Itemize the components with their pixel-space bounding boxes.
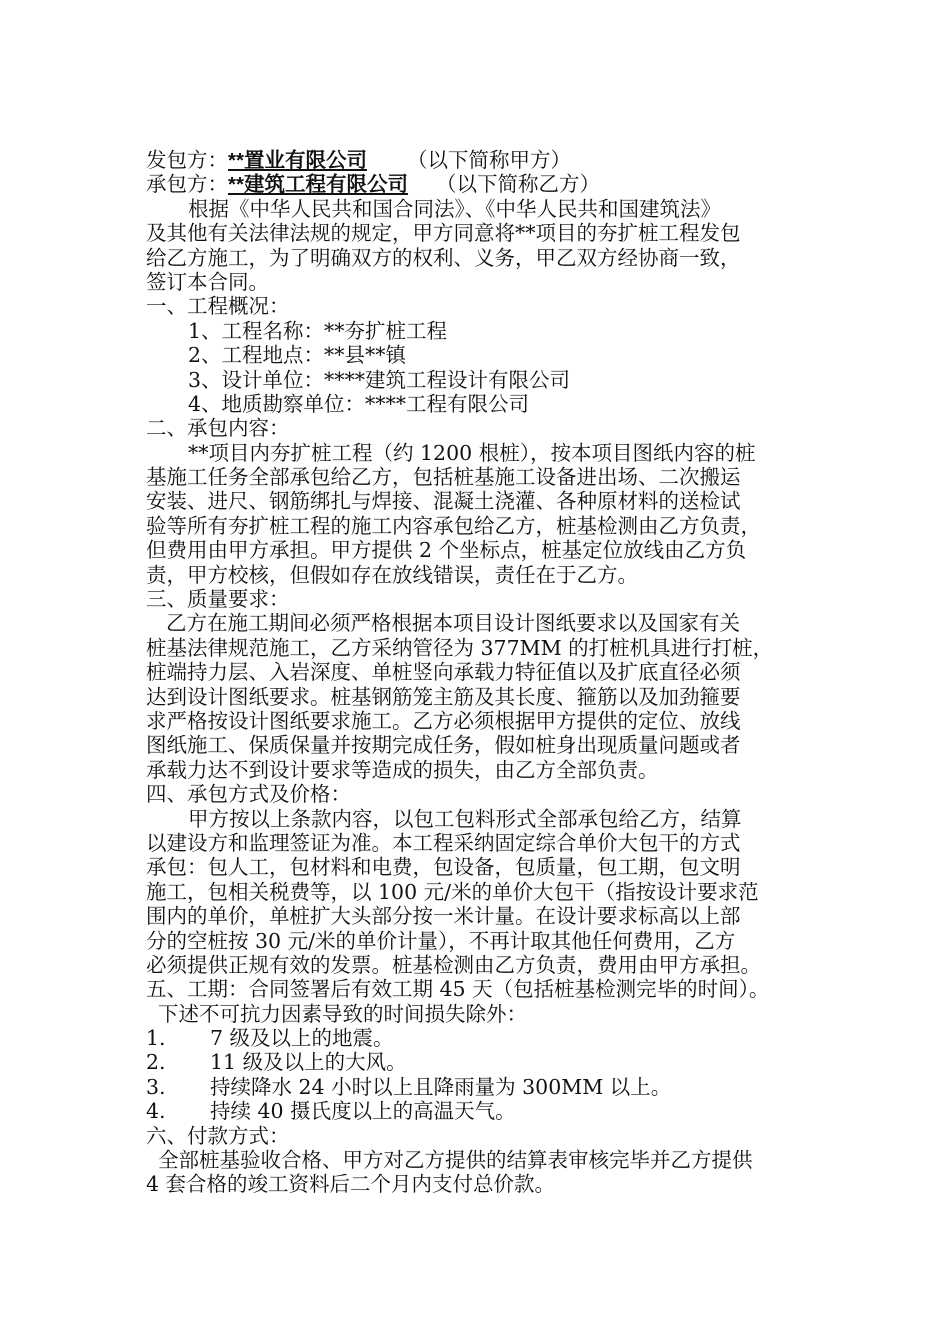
pricing-line: 围内的单价，单桩扩大头部分按一米计量。在设计要求标高以上部 xyxy=(146,904,741,929)
employer-line xyxy=(146,148,826,172)
item-number: 4. xyxy=(146,1099,166,1124)
scope-line: 基施工任务全部承包给乙方，包括桩基施工设备进出场、二次搬运 xyxy=(146,465,741,490)
pricing-line: 施工，包相关税费等，以 100 元/米的单价大包干（指按设计要求范 xyxy=(146,879,759,904)
scope-line: 安装、进尺、钢筋绑扎与焊接、混凝土浇灌、各种原材料的送检试 xyxy=(146,489,741,514)
schedule-subline: 下述不可抗力因素导致的时间损失除外： xyxy=(158,1001,527,1026)
scope-line: 验等所有夯扩桩工程的施工内容承包给乙方，桩基检测由乙方负责， xyxy=(146,513,761,538)
item-text: 11 级及以上的大风。 xyxy=(210,1050,407,1075)
overview-item: 3、设计单位：****建筑工程设计有限公司 xyxy=(188,367,571,392)
scope-line: 但费用由甲方承担。甲方提供 2 个坐标点，桩基定位放线由乙方负 xyxy=(146,538,747,563)
employer-label: 发包方： xyxy=(146,148,228,172)
overview-item: 4、地质勘察单位：****工程有限公司 xyxy=(188,391,530,416)
quality-line: 图纸施工、保质保量并按期完成任务，假如桩身出现质量问题或者 xyxy=(146,733,741,758)
section-heading: 三、质量要求： xyxy=(146,587,290,612)
quality-line: 承载力达不到设计要求等造成的损失，由乙方全部负责。 xyxy=(146,757,659,782)
pricing-line: 甲方按以上条款内容，以包工包料形式全部承包给乙方，结算 xyxy=(188,806,742,831)
preamble-line: 根据《中华人民共和国合同法》、《中华人民共和国建筑法》 xyxy=(188,196,721,221)
item-number: 1. xyxy=(146,1026,166,1051)
contractor-name: **建筑工程有限公司 xyxy=(228,173,408,197)
force-majeure-item xyxy=(146,1026,826,1050)
section-heading: 五、工期：合同签署后有效工期 45 天（包括桩基检测完毕的时间）。 xyxy=(146,977,770,1002)
quality-line: 桩基法律规范施工，乙方采纳管径为 377MM 的打桩机具进行打桩， xyxy=(146,635,774,660)
overview-item: 1、工程名称：**夯扩桩工程 xyxy=(188,318,448,343)
preamble-line: 签订本合同。 xyxy=(146,269,269,294)
section-heading: 六、付款方式： xyxy=(146,1123,290,1148)
contractor-label: 承包方： xyxy=(146,172,228,197)
scope-line: **项目内夯扩桩工程（约 1200 根桩），按本项目图纸内容的桩 xyxy=(188,440,756,465)
item-text: 持续 40 摄氏度以上的高温天气。 xyxy=(210,1099,516,1124)
item-text: 持续降水 24 小时以上且降雨量为 300MM 以上。 xyxy=(210,1074,672,1099)
section-heading: 二、承包内容： xyxy=(146,416,290,441)
item-number: 2. xyxy=(146,1050,166,1075)
quality-line: 桩端持力层、入岩深度、单桩竖向承载力特征值以及扩底直径必须 xyxy=(146,660,741,685)
pricing-line: 分的空桩按 30 元/米的单价计量），不再计取其他任何费用，乙方 xyxy=(146,928,736,953)
force-majeure-item xyxy=(146,1075,826,1099)
preamble-line: 及其他有关法律法规的规定，甲方同意将**项目的夯扩桩工程发包 xyxy=(146,221,741,246)
contractor-note: （以下简称乙方） xyxy=(435,172,600,197)
quality-line: 求严格按设计图纸要求施工。乙方必须根据甲方提供的定位、放线 xyxy=(146,708,741,733)
item-number: 3. xyxy=(146,1074,166,1099)
contract-page xyxy=(146,148,826,1197)
quality-line: 乙方在施工期间必须严格根据本项目设计图纸要求以及国家有关 xyxy=(166,611,740,636)
employer-note: （以下简称甲方） xyxy=(406,148,571,172)
pricing-line: 以建设方和监理签证为准。本工程采纳固定综合单价大包干的方式 xyxy=(146,830,741,855)
item-text: 7 级及以上的地震。 xyxy=(210,1026,394,1051)
force-majeure-item xyxy=(146,1099,826,1123)
contractor-line xyxy=(146,172,826,196)
scope-line: 责，甲方校核，但假如存在放线错误，责任在于乙方。 xyxy=(146,562,638,587)
section-heading: 四、承包方式及价格： xyxy=(146,782,351,807)
overview-item: 2、工程地点：**县**镇 xyxy=(188,343,407,368)
payment-line: 4 套合格的竣工资料后二个月内支付总价款。 xyxy=(146,1172,556,1197)
force-majeure-item xyxy=(146,1050,826,1074)
payment-line: 全部桩基验收合格、甲方对乙方提供的结算表审核完毕并乙方提供 xyxy=(158,1148,753,1173)
section-heading: 一、工程概况： xyxy=(146,294,290,319)
pricing-line: 承包：包人工，包材料和电费，包设备，包质量，包工期，包文明 xyxy=(146,855,741,880)
pricing-line: 必须提供正规有效的发票。桩基检测由乙方负责，费用由甲方承担。 xyxy=(146,952,761,977)
quality-line: 达到设计图纸要求。桩基钢筋笼主筋及其长度、箍筋以及加劲箍要 xyxy=(146,684,741,709)
preamble-line: 给乙方施工，为了明确双方的权利、义务，甲乙双方经协商一致， xyxy=(146,245,741,270)
employer-name: **置业有限公司 xyxy=(228,149,367,172)
